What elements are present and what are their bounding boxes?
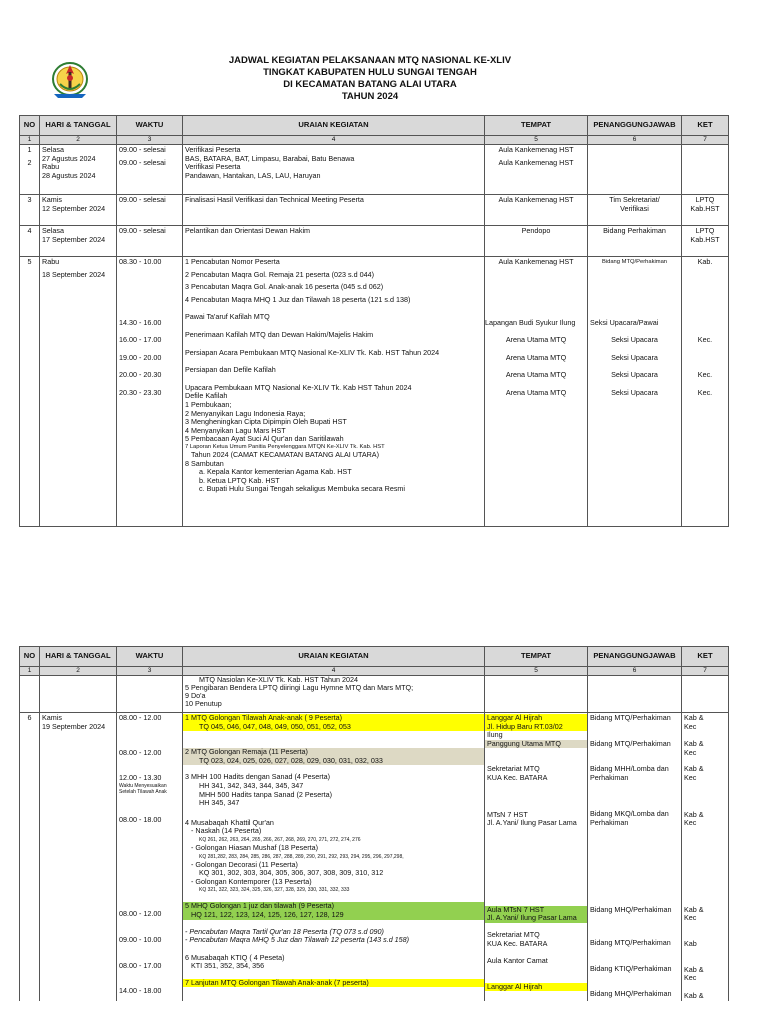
table-cell-text: 1: [20, 136, 40, 145]
table-cell-text: 9 Do'a: [185, 692, 206, 700]
table-cell: [682, 713, 729, 1002]
table-cell-text: Bidang MTQ/Perhakiman: [590, 939, 671, 948]
table-cell-text: Langgar Al Hijrah: [487, 714, 543, 722]
table-cell-text: 4 Musabaqah Khattil Qur'an: [185, 818, 274, 827]
table-cell-text: Upacara Pembukaan MTQ Nasional Ke-XLIV Tk. Kab HST Tahun 2024: [185, 383, 412, 392]
table-cell-text: Seksi Upacara: [611, 352, 658, 362]
table-cell-text: Kab: [684, 938, 697, 948]
table-cell-text: MTQ Nasiolan Ke-XLIV Tk. Kab. HST Tahun 2024: [199, 676, 359, 684]
table-cell-text: 27 Agustus 2024: [42, 153, 96, 163]
table-cell-text: Aula Kantor Camat: [487, 957, 548, 966]
table-row: [20, 676, 729, 713]
table-cell-text: BAS, BATARA, BAT, Limpasu, Barabai, Batu Benawa: [185, 154, 355, 163]
table-cell-text: 5 MHQ Golongan 1 juz dan tilawah (9 Peserta): [185, 902, 335, 911]
table-cell-text: 09.00 - selesai: [117, 195, 183, 226]
table-row: [20, 145, 729, 195]
table-cell-text: c. Bupati Hulu Sungai Tengah sekaligus Membuka secara Resmi: [199, 485, 406, 494]
table-cell-text: Aula Kankemenag HST: [498, 157, 574, 167]
table-cell-text: - Golongan Decorasi (11 Peserta): [191, 860, 298, 869]
table-cell-text: Kamis: [42, 713, 62, 722]
table-cell-text: 4 Pencabutan Maqra MHQ 1 Juz dan Tilawah 18 peserta (121 s.d 138): [185, 295, 411, 304]
table-cell-text: KQ 261, 262, 263, 264, 265, 266, 267, 268, 269, 270, 271, 272, 274, 276: [199, 836, 361, 843]
table-cell-text: - Pencabutan Maqra MHQ 5 Juz dan Tilawah 12 peserta (143 s.d 158): [185, 936, 410, 945]
table-cell-text: Kab &: [684, 964, 704, 974]
table-cell-text: - Naskah (14 Peserta): [191, 827, 262, 836]
table-cell-text: 1 Pembukaan;: [185, 400, 232, 409]
table-cell: [20, 676, 40, 713]
table-cell-text: 09.00 - selesai: [119, 145, 166, 154]
table-cell: [682, 195, 729, 226]
table-cell: [682, 226, 729, 257]
table-cell-text: TQ 023, 024, 025, 026, 027, 028, 029, 030, 031, 032, 033: [199, 756, 383, 765]
table-cell-text: 2 MTQ Golongan Remaja (11 Peserta): [185, 748, 308, 757]
table-cell-text: - Golongan Kontemporer (13 Peserta): [191, 877, 312, 886]
table-cell-text: Jl. Hidup Baru RT.03/02: [487, 722, 563, 731]
table-cell-text: PENANGGUNGJAWAB: [588, 647, 682, 667]
table-cell-text: 1 Pencabutan Nomor Peserta: [185, 258, 280, 266]
highlight-mhq-1juz: [183, 902, 484, 919]
table-cell-text: Seksi Upacara: [611, 335, 658, 345]
table-cell-text: Aula Kankemenag HST: [498, 145, 574, 154]
table-cell-text: Bidang MTQ/Perhakiman: [601, 259, 668, 265]
table-cell-text: Kab.HST: [690, 234, 720, 244]
table-cell-text: b. Ketua LPTQ Kab. HST: [199, 476, 280, 485]
table-cell-text: 08.00 - 18.00: [119, 814, 162, 824]
table-cell-text: Sekretariat MTQ: [487, 930, 540, 939]
table-cell-text: Pandawan, Hantakan, LAS, LAU, Haruyan: [185, 171, 321, 180]
table-cell-text: Kab.HST: [690, 203, 720, 213]
table-cell: [485, 676, 588, 713]
table-cell-text: WAKTU: [117, 116, 183, 136]
table-cell: [40, 226, 117, 257]
table-cell: [183, 257, 485, 527]
table-cell-text: 09.00 - 10.00: [119, 934, 162, 944]
table-cell-text: Rabu: [42, 257, 60, 266]
table-cell-text: Kec.: [697, 335, 713, 345]
table-cell-text: Arena Utama MTQ: [505, 370, 567, 380]
table-cell-text: 4: [183, 136, 485, 145]
table-cell: [588, 257, 682, 527]
table-cell-text: 6: [588, 136, 682, 145]
table-cell-text: Verifikasi Peserta: [185, 163, 241, 172]
table-cell-text: HH 345, 347: [199, 799, 240, 808]
table-cell-text: Ilung: [487, 731, 503, 740]
table-cell: [682, 676, 729, 713]
document-title: [150, 55, 590, 103]
table-cell-text: Sekretariat MTQ: [487, 765, 540, 774]
table-cell: [40, 195, 117, 226]
table-cell-text: Rabu: [42, 162, 60, 172]
table-cell-text: Penerimaan Kafilah MTQ dan Dewan Hakim/Majelis Hakim: [185, 330, 374, 339]
table-cell-text: TINGKAT KABUPATEN HULU SUNGAI TENGAH: [263, 67, 477, 78]
table-row: [20, 257, 729, 527]
table-cell-text: 2 Menyanyikan Lagu Indonesia Raya;: [185, 409, 306, 418]
table-row: [20, 713, 729, 1002]
table-cell-text: 8 Sambutan: [185, 459, 224, 468]
table-cell-text: KET: [682, 647, 729, 667]
table-cell-text: TEMPAT: [485, 647, 588, 667]
table-cell-text: LPTQ: [695, 195, 715, 204]
table-cell-text: 09.00 - selesai: [117, 226, 183, 257]
table-cell: [183, 713, 485, 1002]
table-cell-text: Perhakiman: [590, 773, 629, 782]
table-cell-text: a. Kepala Kantor kementerian Agama Kab. HST: [199, 468, 352, 477]
table-cell-text: TAHUN 2024: [341, 91, 399, 102]
table-cell-text: Selasa: [42, 226, 64, 235]
table-cell-text: 08.00 - 12.00: [119, 747, 162, 757]
table-cell-text: Kab &: [684, 809, 704, 819]
table-cell-text: 6: [20, 713, 40, 1002]
table-cell: [183, 145, 485, 195]
table-cell-text: Kamis: [42, 195, 62, 204]
table-cell-text: Kec: [684, 747, 697, 757]
table-cell: [40, 145, 117, 195]
table-cell-text: Panggung Utama MTQ: [485, 740, 587, 749]
table-cell: [183, 676, 485, 713]
table-cell-text: LPTQ: [695, 226, 715, 235]
table-cell: [40, 257, 117, 527]
table-header-row: [20, 116, 729, 136]
table-cell-text: Bidang MHQ/Perhakiman: [590, 905, 672, 914]
table-cell-text: Tim Sekretariat/: [609, 195, 660, 204]
table-cell-text: KQ 301, 302, 303, 304, 305, 306, 307, 308, 309, 310, 312: [199, 869, 384, 878]
table-cell-text: Kec: [684, 913, 697, 923]
table-cell-text: 3: [117, 136, 183, 145]
table-cell: [40, 713, 117, 1002]
column-number-row: [20, 667, 729, 676]
table-cell-text: Bidang KTIQ/Perhakiman: [590, 964, 672, 973]
column-number-row: [20, 136, 729, 145]
table-cell-text: 3: [20, 195, 40, 226]
table-cell-text: 08.00 - 12.00: [119, 713, 162, 722]
table-cell-text: 7 Laporan Ketua Umum Panitia Penyelenggara MTQN Ke-XLIV Tk. Kab. HST: [185, 443, 385, 450]
table-cell-text: Persiapan dan Defile Kafilah: [185, 366, 276, 375]
table-cell-text: 12.00 - 13.30: [119, 773, 162, 783]
table-cell: [117, 257, 183, 527]
table-cell-text: Bidang MKQ/Lomba dan: [590, 810, 669, 819]
table-cell-text: PENANGGUNGJAWAB: [588, 116, 682, 136]
table-cell-text: Kab.: [697, 257, 713, 266]
table-cell-text: 10 Penutup: [185, 700, 222, 708]
table-cell-text: 6 Musabaqah KTIQ ( 4 Peseta): [185, 953, 285, 962]
table-cell-text: Bidang Perhakiman: [588, 226, 682, 257]
table-cell-text: NO: [20, 116, 40, 136]
table-cell-text: Kec: [684, 721, 697, 731]
table-cell: [682, 257, 729, 527]
table-cell-text: Bidang MTQ/Perhakiman: [590, 714, 671, 722]
table-cell-text: Tahun 2024 (CAMAT KECAMATAN BATANG ALAI UTARA): [191, 450, 379, 459]
table-cell-text: Perhakiman: [590, 818, 629, 827]
table-cell-text: 5: [485, 136, 588, 145]
table-cell-text: HARI & TANGGAL: [40, 116, 117, 136]
table-cell-text: Pendopo: [485, 226, 588, 257]
table-cell: [117, 713, 183, 1002]
table-cell-text: MTsN 7 HST: [487, 810, 528, 819]
table-cell-text: Kab &: [684, 990, 704, 1000]
table-cell-text: 16.00 - 17.00: [119, 335, 162, 345]
table-cell-text: 6: [588, 667, 682, 676]
table-cell-text: Kab &: [684, 739, 704, 749]
table-cell-text: 12 September 2024: [42, 203, 106, 213]
table-cell: [485, 257, 588, 527]
table-cell-text: KUA Kec. BATARA: [487, 773, 548, 782]
table-row: [20, 195, 729, 226]
table-cell-text: Setelah Tilawah Anak: [119, 789, 167, 796]
table-cell-text: 20.00 - 20.30: [119, 370, 162, 380]
table-cell-text: Kec.: [697, 370, 713, 380]
table-cell: [682, 145, 729, 195]
table-cell-text: Finalisasi Hasil Verifikasi dan Technical Meeting Peserta: [183, 195, 485, 226]
table-cell: [588, 145, 682, 195]
table-cell-text: 5 Pembacaan Ayat Suci Al Qur'an dan Saritilawah: [185, 435, 344, 444]
table-cell-text: NO: [20, 647, 40, 667]
district-emblem-icon: [46, 56, 94, 102]
table-cell-text: 3 MHH 100 Hadits dengan Sanad (4 Peserta): [185, 773, 331, 782]
table-cell-text: Bidang MHQ/Perhakiman: [590, 990, 672, 999]
table-cell-text: 5: [485, 667, 588, 676]
table-cell-text: 7: [682, 667, 729, 676]
table-cell-text: Kec: [684, 973, 697, 983]
table-cell-text: KTI 351, 352, 354, 356: [191, 962, 265, 971]
table-cell-text: Waktu Menyesuaikan: [119, 782, 167, 789]
table-cell: [588, 713, 682, 1002]
table-cell-text: TQ 045, 046, 047, 048, 049, 050, 051, 052, 053: [199, 722, 351, 731]
table-cell: [485, 145, 588, 195]
table-cell: [588, 676, 682, 713]
table-cell-text: 08.00 - 17.00: [119, 960, 162, 970]
table-cell-text: Seksi Upacara: [611, 370, 658, 380]
table-cell-text: DI KECAMATAN BATANG ALAI UTARA: [283, 79, 457, 90]
table-cell-text: 2: [40, 136, 117, 145]
table-cell-text: 5: [20, 257, 40, 527]
table-cell-text: Arena Utama MTQ: [505, 352, 567, 362]
schedule-table-1: [19, 115, 729, 527]
table-cell-text: Langgar Al Hijrah: [485, 983, 587, 992]
table-cell-text: HH 341, 342, 343, 344, 345, 347: [199, 781, 304, 790]
table-cell-text: URAIAN KEGIATAN: [183, 647, 485, 667]
table-cell-text: 28 Agustus 2024: [42, 170, 96, 180]
table-cell: [117, 676, 183, 713]
table-cell-text: Kec: [684, 818, 697, 828]
table-cell-text: 1: [27, 145, 32, 154]
table-cell-text: 20.30 - 23.30: [119, 387, 162, 397]
table-cell: [588, 195, 682, 226]
table-cell-text: 18 September 2024: [42, 269, 106, 279]
table-cell-text: URAIAN KEGIATAN: [183, 116, 485, 136]
table-row: [20, 226, 729, 257]
table-cell: [485, 713, 588, 1002]
table-cell-text: Kab &: [684, 904, 704, 914]
table-cell-text: KUA Kec. BATARA: [487, 939, 548, 948]
highlight-tilawah-anak: [183, 714, 484, 731]
table-cell-text: JADWAL KEGIATAN PELAKSANAAN MTQ NASIONAL KE-XLIV: [228, 55, 512, 66]
table-cell-text: Aula Kankemenag HST: [498, 257, 574, 266]
table-cell-text: 4: [20, 226, 40, 257]
table-cell-text: Aula Kankemenag HST: [485, 195, 588, 226]
table-cell-text: 09.00 - selesai: [119, 157, 166, 167]
table-cell-text: WAKTU: [117, 647, 183, 667]
table-cell-text: Defile Kafilah: [185, 392, 228, 401]
table-cell-text: KQ 281,282, 283, 284, 285, 286, 287, 288, 289, 290, 291, 292, 293, 294, 295, 296, 297,298,: [199, 853, 404, 860]
table-cell-text: 2: [40, 667, 117, 676]
table-cell-text: 14.30 - 16.00: [119, 317, 162, 327]
table-cell-text: TEMPAT: [485, 116, 588, 136]
table-cell-text: 17 September 2024: [42, 234, 106, 244]
table-cell-text: Kec: [684, 772, 697, 782]
table-cell-text: Pelantikan dan Orientasi Dewan Hakim: [183, 226, 485, 257]
table-cell-text: Selasa: [42, 145, 64, 154]
table-cell-text: Bidang MHH/Lomba dan: [590, 765, 669, 774]
table-cell-text: 3 Mengheningkan Cipta Dipimpin Oleh Bupati HST: [185, 418, 347, 427]
table-cell-text: Seksi Upacara: [611, 387, 658, 397]
table-cell-text: Persiapan Acara Pembukaan MTQ Nasional Ke-XLIV Tk. Kab. HST Tahun 2024: [185, 348, 440, 357]
table-cell-text: MHH 500 Hadits tanpa Sanad (2 Peserta): [199, 790, 333, 799]
highlight-remaja: [183, 748, 484, 765]
table-header-row: [20, 647, 729, 667]
schedule-table-2: [19, 646, 729, 1001]
table-cell-text: 4 Menyanyikan Lagu Mars HST: [185, 426, 286, 435]
table-cell-text: 19.00 - 20.00: [119, 352, 162, 362]
table-cell-text: Verifikasi Peserta: [185, 146, 241, 154]
table-cell-text: Seksi Upacara/Pawai: [590, 318, 659, 327]
table-cell-text: 2: [27, 157, 32, 167]
table-cell-text: Lapangan Budi Syukur Ilung: [485, 318, 576, 327]
table-cell: [20, 145, 40, 195]
highlight-lanjutan: 7 Lanjutan MTQ Golongan Tilawah Anak-anak (7 peserta): [183, 979, 484, 988]
table-cell-text: KQ 321, 322, 323, 324, 325, 326, 327, 328, 329, 330, 331, 332, 333: [199, 887, 350, 894]
table-cell-text: Arena Utama MTQ: [505, 335, 567, 345]
table-cell-text: 08.30 - 10.00: [119, 257, 162, 266]
table-cell-text: 3 Pencabutan Maqra Gol. Anak-anak 16 peserta (045 s.d 062): [185, 283, 384, 292]
table-cell-text: HQ 121, 122, 123, 124, 125, 126, 127, 128, 129: [191, 910, 344, 919]
table-cell-text: - Pencabutan Maqra Tartil Qur'an 18 Peserta (TQ 073 s.d 090): [185, 927, 384, 936]
table-cell-text: 08.00 - 12.00: [119, 909, 162, 919]
table-cell-text: Verifikasi: [620, 203, 649, 213]
table-cell-text: Pawai Ta'aruf Kafilah MTQ: [185, 313, 270, 322]
table-cell-text: 14.00 - 18.00: [119, 986, 162, 996]
table-cell-text: Arena Utama MTQ: [505, 387, 567, 397]
table-cell-text: 3: [117, 667, 183, 676]
table-cell-text: 7: [682, 136, 729, 145]
table-cell-text: 5 Pengibaran Bendera LPTQ diiringi Lagu Hymne MTQ dan Mars MTQ;: [185, 684, 414, 692]
table-cell-text: Jl. A.Yani/ Ilung Pasar Lama: [487, 819, 577, 828]
table-cell-text: 1: [20, 667, 40, 676]
table-cell-text: Jl. A.Yani/ Ilung Pasar Lama: [487, 914, 577, 923]
table-cell-text: 4: [183, 667, 485, 676]
table-cell-text: Kab &: [684, 764, 704, 774]
table-cell-text: Kec.: [697, 387, 713, 397]
table-cell-text: Bidang MTQ/Perhakiman: [590, 739, 671, 748]
table-cell-text: - Golongan Hiasan Mushaf (18 Peserta): [191, 843, 319, 852]
table-cell-text: Kab &: [684, 713, 704, 722]
table-cell-text: Aula MTsN 7 HST: [487, 905, 545, 914]
table-cell-text: KET: [682, 116, 729, 136]
table-cell: [117, 145, 183, 195]
table-cell-text: 1 MTQ Golongan Tilawah Anak-anak ( 9 Peserta): [185, 714, 343, 722]
table-cell-text: 2 Pencabutan Maqra Gol. Remaja 21 peserta (023 s.d 044): [185, 270, 374, 279]
table-cell-text: HARI & TANGGAL: [40, 647, 117, 667]
table-cell-text: 19 September 2024: [42, 721, 106, 731]
table-cell: [40, 676, 117, 713]
